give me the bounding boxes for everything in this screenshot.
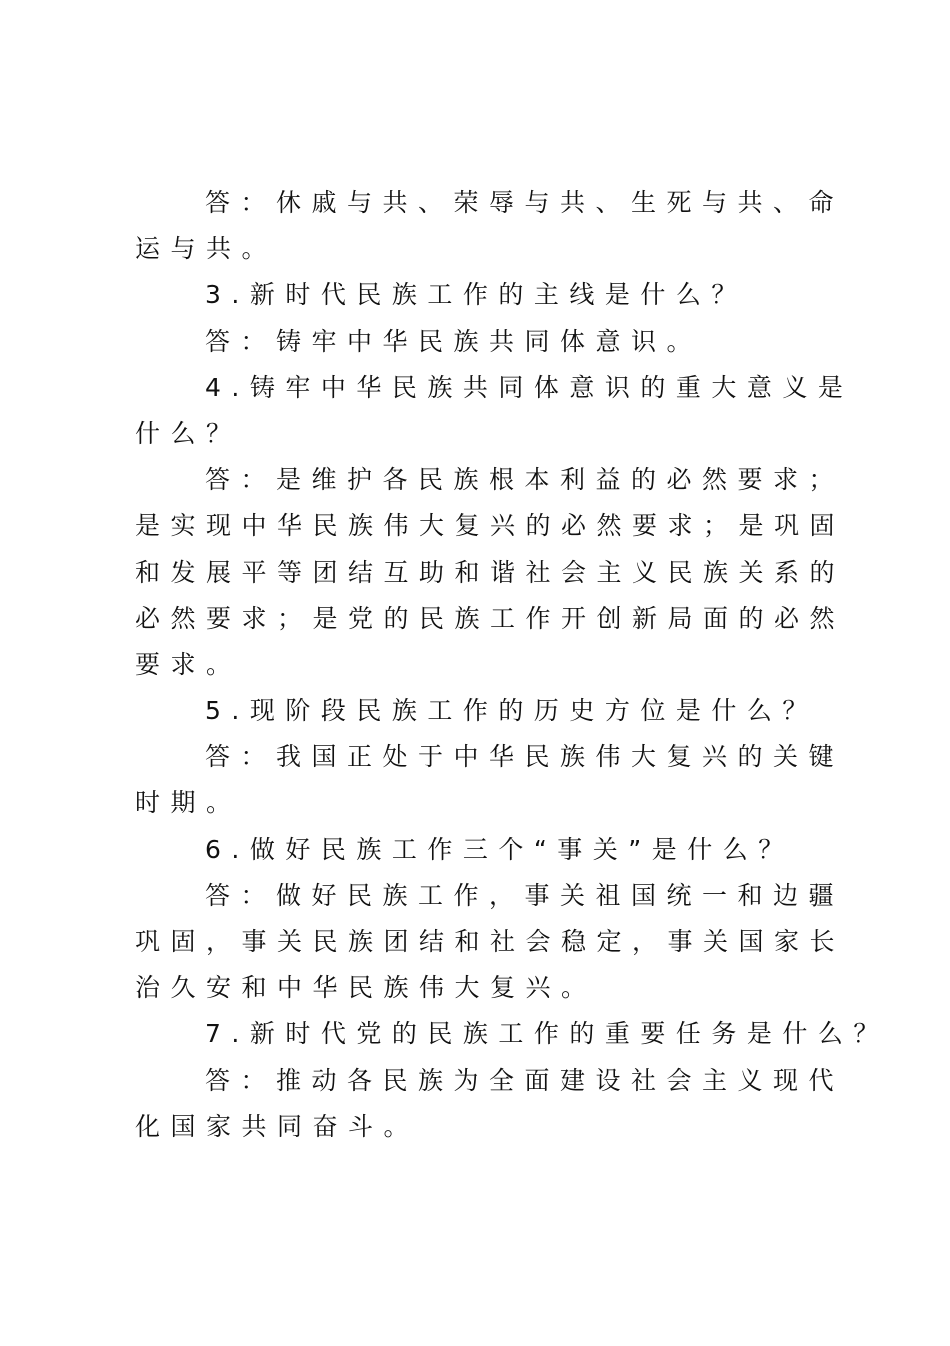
- answer-line: 治久安和中华民族伟大复兴。: [135, 973, 597, 1003]
- answer-line: 化国家共同奋斗。: [135, 1111, 420, 1141]
- answer-line: 答：推动各民族为全面建设社会主义现代: [205, 1065, 845, 1095]
- question-line: 5.现阶段民族工作的历史方位是什么？: [205, 696, 818, 726]
- answer-line: 巩固，事关民族团结和社会稳定，事关国家长: [135, 927, 846, 956]
- answer-line: 答：休戚与共、荣辱与共、生死与共、命: [205, 188, 845, 217]
- answer-line: 答：铸牢中华民族共同体意识。: [205, 326, 703, 356]
- question-line: 6.做好民族工作三个“事关”是什么？: [205, 834, 794, 864]
- answer-line: 答：做好民族工作，事关祖国统一和边疆: [205, 880, 845, 910]
- answer-line: 时期。: [135, 788, 242, 818]
- answer-line: 答：是维护各民族根本利益的必然要求；: [205, 465, 845, 495]
- answer-line: 运与共。: [135, 234, 278, 264]
- answer-line: 必然要求；是党的民族工作开创新局面的必然: [135, 603, 846, 633]
- question-line: 什么？: [135, 418, 242, 448]
- question-line: 3.新时代民族工作的主线是什么？: [205, 280, 747, 310]
- answer-line: 和发展平等团结互助和谐社会主义民族关系的: [135, 557, 846, 587]
- document-body: [135, 180, 889, 1150]
- question-line: 7.新时代党的民族工作的重要任务是什么？: [205, 1019, 889, 1049]
- question-line: 4.铸牢中华民族共同体意识的重大意义是: [205, 372, 854, 402]
- answer-line: 是实现中华民族伟大复兴的必然要求；是巩固: [135, 511, 846, 541]
- answer-line: 答：我国正处于中华民族伟大复兴的关键: [205, 742, 845, 772]
- answer-line: 要求。: [135, 649, 242, 679]
